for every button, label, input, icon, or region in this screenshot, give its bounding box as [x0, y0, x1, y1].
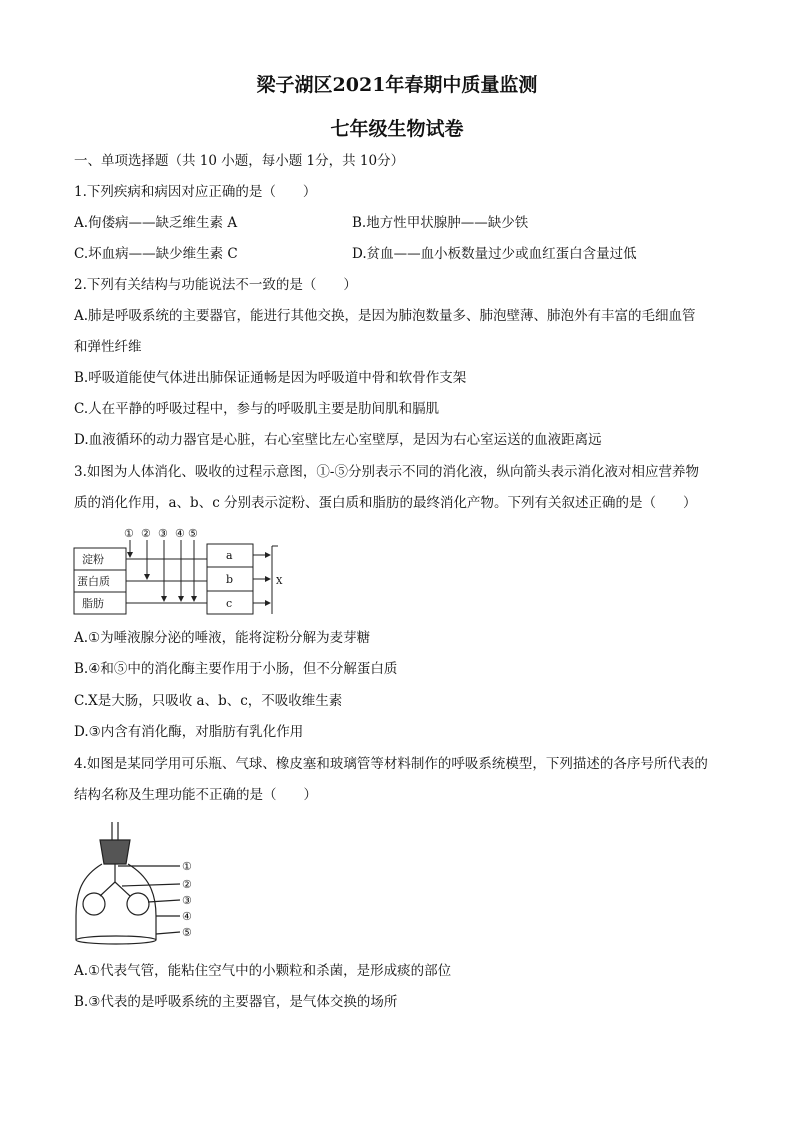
question-1-option-d: D.贫血——血小板数量过少或血红蛋白含量过低: [352, 246, 637, 262]
nutrient-label: 脂肪: [82, 597, 104, 610]
question-4-stem-line1: 4.如图是某同学用可乐瓶、气球、橡皮塞和玻璃管等材料制作的呼吸系统模型，下列描述的各序号所代表的: [74, 756, 708, 772]
structure-number: ③: [182, 894, 192, 907]
question-2-option-a-line1: A.肺是呼吸系统的主要器官，能进行其他交换，是因为肺泡数量多、肺泡壁薄、肺泡外有丰富的毛细血管: [74, 308, 696, 324]
question-2-option-c: C.人在平静的呼吸过程中，参与的呼吸肌主要是肋间肌和膈肌: [74, 401, 440, 417]
structure-number: ⑤: [182, 926, 192, 939]
question-3-stem-line1: 3.如图为人体消化、吸收的过程示意图，①-⑤分别表示不同的消化液，纵向箭头表示消化液对相应营养物: [74, 464, 699, 480]
question-1-stem: 1.下列疾病和病因对应正确的是（ ）: [74, 184, 317, 200]
question-2-stem: 2.下列有关结构与功能说法不一致的是（ ）: [74, 277, 357, 293]
product-label: a: [226, 549, 233, 562]
enzyme-number: ②: [141, 527, 151, 540]
product-label: c: [226, 597, 233, 610]
respiratory-model-diagram: [72, 820, 212, 950]
nutrient-label: 蛋白质: [77, 575, 110, 588]
question-3-option-a: A.①为唾液腺分泌的唾液，能将淀粉分解为麦芽糖: [74, 630, 371, 646]
structure-number: ②: [182, 878, 192, 891]
absorption-organ-label: X: [276, 577, 283, 587]
exam-subtitle: 七年级生物试卷: [330, 118, 464, 140]
question-1-option-c: C.坏血病——缺少维生素 C: [74, 246, 238, 262]
section-heading: 一、单项选择题（共 10 小题，每小题 1分，共 10分）: [74, 153, 405, 169]
question-2-option-d: D.血液循环的动力器官是心脏，右心室壁比左心室壁厚，是因为右心室运送的血液距离远: [74, 432, 602, 448]
enzyme-number: ③: [158, 527, 168, 540]
enzyme-number: ④: [175, 527, 185, 540]
structure-number: ①: [182, 860, 192, 873]
enzyme-number: ①: [124, 527, 134, 540]
question-3-option-c: C.X是大肠，只吸收 a、b、c，不吸收维生素: [74, 693, 343, 709]
question-2-option-a-line2: 和弹性纤维: [74, 339, 142, 355]
question-2-option-b: B.呼吸道能使气体进出肺保证通畅是因为呼吸道中骨和软骨作支架: [74, 370, 467, 386]
exam-title: 梁子湖区2021年春期中质量监测: [256, 74, 538, 96]
enzyme-number: ⑤: [188, 527, 198, 540]
question-4-stem-line2: 结构名称及生理功能不正确的是（ ）: [74, 787, 317, 803]
question-1-option-a: A.佝偻病——缺乏维生素 A: [74, 215, 238, 231]
question-3-stem-line2: 质的消化作用，a、b、c 分别表示淀粉、蛋白质和脂肪的最终消化产物。下列有关叙述正确的是（ ）: [74, 495, 697, 511]
product-label: b: [226, 573, 234, 586]
question-3-option-b: B.④和⑤中的消化酶主要作用于小肠，但不分解蛋白质: [74, 661, 398, 677]
structure-number: ④: [182, 910, 192, 923]
question-3-option-d: D.③内含有消化酶，对脂肪有乳化作用: [74, 724, 304, 740]
nutrient-label: 淀粉: [82, 553, 104, 566]
question-4-option-a: A.①代表气管，能粘住空气中的小颗粒和杀菌，是形成痰的部位: [74, 963, 452, 979]
question-1-option-b: B.地方性甲状腺肿——缺少铁: [352, 215, 529, 231]
digestion-diagram: [70, 524, 290, 620]
question-4-option-b: B.③代表的是呼吸系统的主要器官，是气体交换的场所: [74, 994, 398, 1010]
